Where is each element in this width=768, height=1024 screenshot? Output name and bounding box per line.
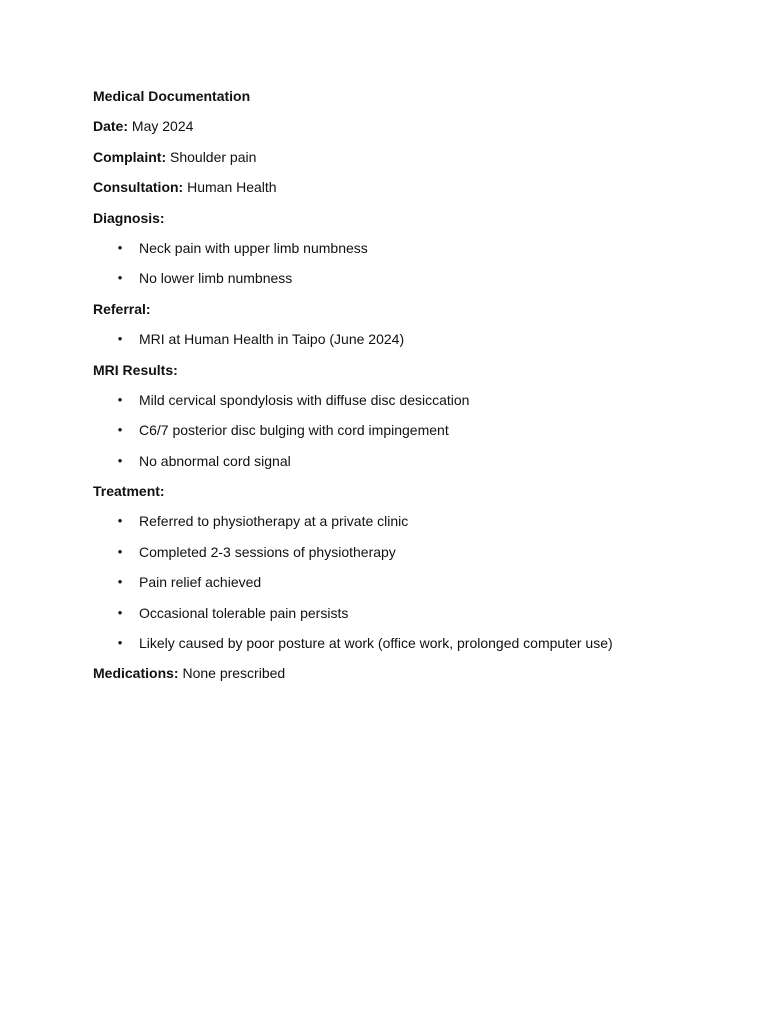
document-page <box>93 86 713 694</box>
list-item-text: Pain relief achieved <box>139 574 262 591</box>
document-title: Medical Documentation <box>93 88 251 104</box>
bullet-icon: • <box>117 513 123 529</box>
list-item <box>93 420 713 450</box>
list-item-text: No lower limb numbness <box>139 270 293 287</box>
treatment-list <box>93 511 713 663</box>
list-item-text: Referred to physiotherapy at a private clinic <box>139 513 409 530</box>
bullet-icon: • <box>117 422 123 438</box>
medications-label: Medications: <box>93 665 179 682</box>
list-item <box>93 390 713 420</box>
medications-value: None prescribed <box>178 665 286 682</box>
bullet-icon: • <box>117 331 123 347</box>
list-item <box>93 268 713 298</box>
mri-results-list <box>93 390 713 481</box>
list-item <box>93 451 713 481</box>
list-item <box>93 511 713 541</box>
date-value: May 2024 <box>128 118 194 135</box>
list-item <box>93 603 713 633</box>
date-line <box>93 116 713 146</box>
list-item-text: MRI at Human Health in Taipo (June 2024) <box>139 331 405 348</box>
diagnosis-heading: Diagnosis: <box>93 209 165 226</box>
list-item <box>93 238 713 268</box>
referral-heading: Referral: <box>93 300 151 317</box>
date-label: Date: <box>93 118 129 135</box>
list-item <box>93 542 713 572</box>
list-item <box>93 633 713 663</box>
bullet-icon: • <box>117 391 123 407</box>
list-item-text: Mild cervical spondylosis with diffuse disc desiccation <box>139 391 470 408</box>
list-item-text: Completed 2-3 sessions of physiotherapy <box>139 543 396 560</box>
list-item-text: Likely caused by poor posture at work (office work, prolonged computer use) <box>139 635 613 652</box>
bullet-icon: • <box>117 574 123 590</box>
medications-line <box>93 663 713 693</box>
list-item <box>93 572 713 602</box>
complaint-line <box>93 147 713 177</box>
bullet-icon: • <box>117 635 123 651</box>
list-item-text: Neck pain with upper limb numbness <box>139 239 368 256</box>
bullet-icon: • <box>117 239 123 255</box>
list-item-text: No abnormal cord signal <box>139 452 291 469</box>
bullet-icon: • <box>117 604 123 620</box>
consultation-label: Consultation: <box>93 179 184 196</box>
treatment-heading: Treatment: <box>93 483 165 500</box>
diagnosis-list <box>93 238 713 299</box>
consultation-value: Human Health <box>183 179 277 196</box>
list-item-text: Occasional tolerable pain persists <box>139 604 349 621</box>
list-item <box>93 329 713 359</box>
mri-results-heading: MRI Results: <box>93 361 178 378</box>
consultation-line <box>93 177 713 207</box>
complaint-value: Shoulder pain <box>166 148 257 165</box>
list-item-text: C6/7 posterior disc bulging with cord impingement <box>139 422 449 439</box>
complaint-label: Complaint: <box>93 148 167 165</box>
bullet-icon: • <box>117 543 123 559</box>
bullet-icon: • <box>117 270 123 286</box>
referral-list <box>93 329 713 359</box>
bullet-icon: • <box>117 452 123 468</box>
